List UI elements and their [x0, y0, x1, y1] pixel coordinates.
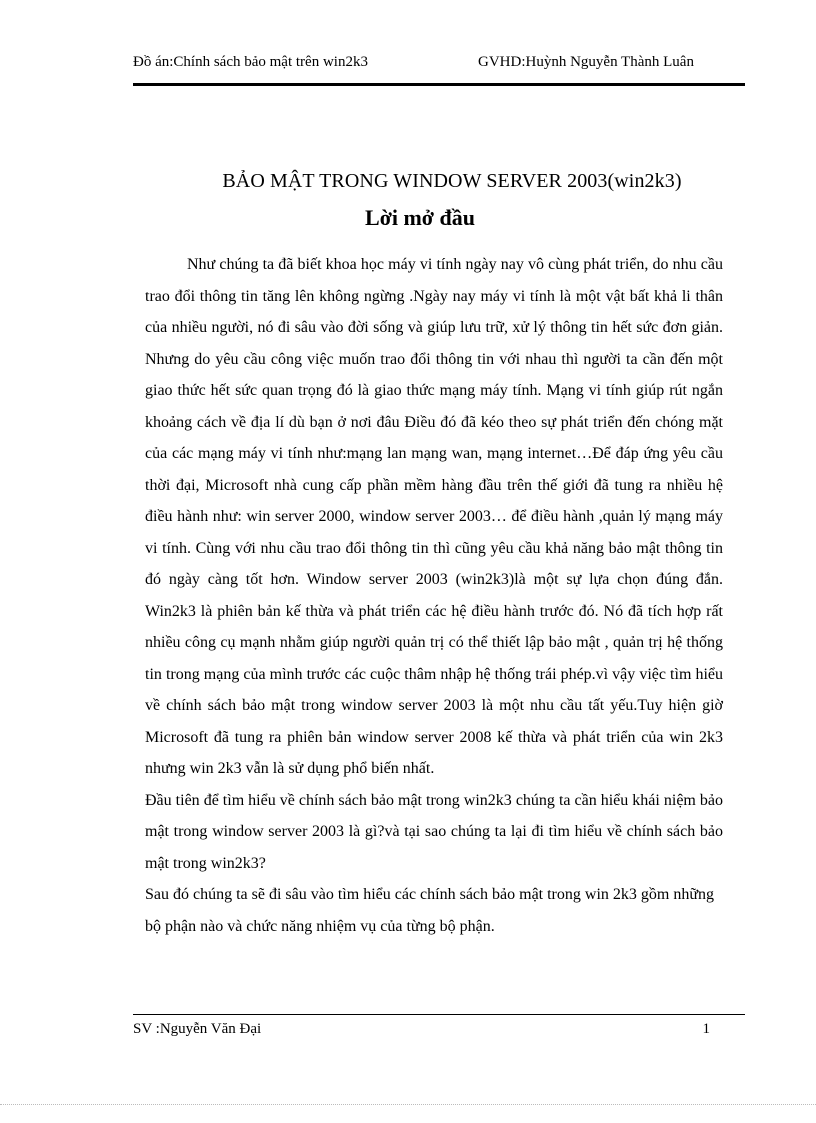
page-header [133, 54, 745, 76]
header-project-title: Đồ án:Chính sách bảo mật trên win2k3 [133, 54, 368, 70]
footer-author: SV :Nguyễn Văn Đại [133, 1021, 262, 1037]
document-body [145, 249, 723, 942]
header-supervisor: GVHD:Huỳnh Nguyễn Thành Luân [478, 54, 694, 70]
document-subtitle [0, 205, 816, 231]
document-title-text: BẢO MẬT TRONG WINDOW SERVER 2003(win2k3) [222, 170, 682, 192]
header-rule [133, 83, 745, 86]
paragraph-intro: Như chúng ta đã biết khoa học máy vi tính ngày nay vô cùng phát triển, do nhu cầu trao đổi thông tin tăng lên không ngừng .Ngày nay máy vi tính là một vật bất khả li thân của nhiều người, nó đi sâu vào đời sống và giúp lưu trữ, xử lý thông tin hết sức đơn giản. Nhưng do yêu cầu công việc muốn trao đổi thông tin với nhau thì người ta cần đến một giao thức hết sức quan trọng đó là giao thức mạng máy tính. Mạng vi tính giúp rút ngắn khoảng cách về địa lí dù bạn ở nơi đâu Điều đó đã kéo theo sự phát triển đến chóng mặt của các mạng máy vi tính như:mạng lan mạng wan, mạng internet…Để đáp ứng yêu cầu thời đại, Microsoft nhà cung cấp phần mềm hàng đầu trên thế giới đã tung ra nhiều hệ điều hành như: win server 2000, window server 2003… để điều hành ,quản lý mạng máy vi tính. Cùng với nhu cầu trao đổi thông tin thì cũng yêu cầu khả năng bảo mật thông tin đó ngày càng tốt hơn. Window server 2003 (win2k3)là một sự lựa chọn đúng đắn. Win2k3 là phiên bản kế thừa và phát triển các hệ điều hành trước đó. Nó đã tích hợp rất nhiều công cụ mạnh nhằm giúp người quản trị có thể thiết lập bảo mật , quản trị hệ thống tin trong mạng của mình trước các cuộc thâm nhập hệ thống trái phép.vì vậy việc tìm hiểu về chính sách bảo mật trong window server 2003 là một nhu cầu tất yếu.Tuy hiện giờ Microsoft đã tung ra phiên bản window server 2008 kế thừa và phát triển của win 2k3 nhưng win 2k3 vẫn là sử dụng phổ biến nhất. [145, 256, 723, 777]
page-number: 1 [702, 1021, 710, 1037]
page-boundary [0, 1104, 816, 1105]
page-footer [133, 1021, 745, 1043]
paragraph-next-step: Sau đó chúng ta sẽ đi sâu vào tìm hiểu các chính sách bảo mật trong win 2k3 gồm những bộ phận nào và chức năng nhiệm vụ của từng bộ phận. [145, 886, 714, 935]
paragraph-first-step: Đầu tiên để tìm hiểu về chính sách bảo mật trong win2k3 chúng ta cần hiểu khái niệm bảo mật trong window server 2003 là gì?và tại sao chúng ta lại đi tìm hiểu về chính sách bảo mật trong win2k3? [145, 791, 723, 872]
footer-rule [133, 1014, 745, 1015]
document-subtitle-text: Lời mở đầu [365, 205, 475, 230]
document-title [0, 170, 816, 193]
